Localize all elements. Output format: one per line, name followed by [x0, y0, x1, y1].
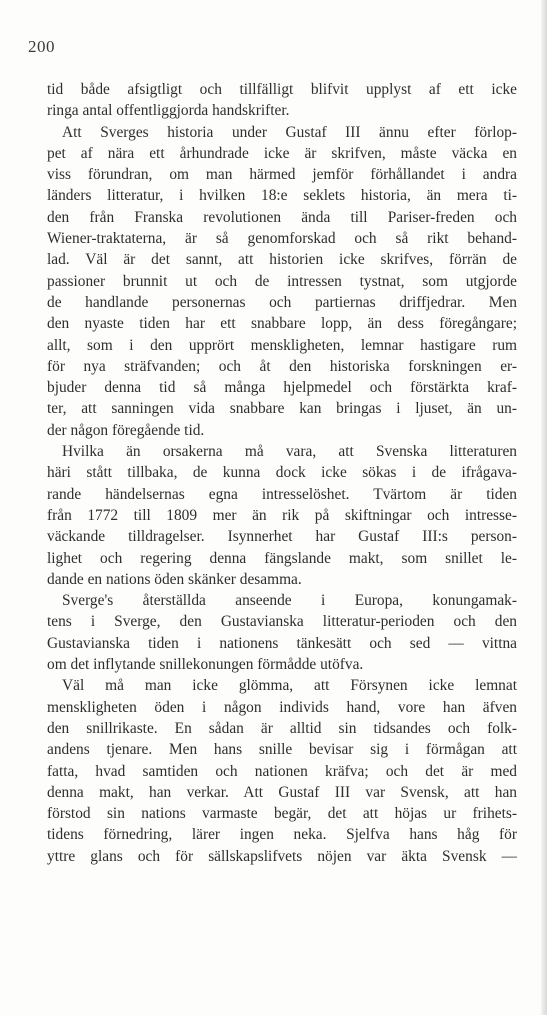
- page-number: 200: [28, 37, 55, 56]
- text-line: tid både afsigtligt och tillfälligt blifvit upplyst af ett icke: [47, 81, 517, 98]
- text-line: fatta, hvad samtiden och nationen kräfva; och det är med: [47, 762, 517, 780]
- text-line: förstod sin nations varmaste begär, det att höjas ur frihets-: [47, 805, 517, 823]
- text-line: yttre glans och för sällskapslifvets nöjen var äkta Svensk —: [47, 847, 517, 865]
- text-line: denna makt, han verkar. Att Gustaf III var Svensk, att han: [47, 783, 517, 801]
- text-line: den snillrikaste. En sådan är alltid sin tidsandes och folk-: [47, 719, 517, 737]
- text-line: Wiener-traktaterna, är så genomforskad och så rikt behand-: [47, 230, 517, 248]
- text-line: bjuder denna tid så många hjelpmedel och förstärkta kraf-: [47, 379, 517, 397]
- text-line: Hvilka än orsakerna må vara, att Svenska litteraturen: [62, 443, 517, 461]
- text-line: dande en nations öden skänker desamma.: [47, 570, 302, 588]
- text-line: från 1772 till 1809 mer än rik på skiftningar och intresse-: [47, 506, 517, 524]
- text-line: allt, som i den upprört menskligheten, lemnar hastigare rum: [47, 336, 517, 354]
- text-line: väckande tilldragelser. Isynnerhet har Gustaf III:s person-: [47, 528, 517, 546]
- text-line: lighet och regering denna fängslande makt, som snillet le-: [47, 549, 517, 567]
- text-line: för nya sträfvanden; och åt den historiska forskningen er-: [47, 357, 517, 375]
- text-line: Gustavianska tiden i nationens tänkesätt och sed — vittna: [47, 634, 517, 652]
- text-line: Sverge's återställda anseende i Europa, konungamak-: [62, 592, 517, 610]
- text-line: andens tjenare. Men hans snille bevisar sig i förmågan att: [47, 741, 517, 759]
- page-edge-shadow: [541, 0, 547, 1015]
- text-line: tidens förnedring, lärer ingen neka. Sjelfva hans håg för: [47, 826, 517, 844]
- text-line: pet af nära ett århundrade icke är skrifven, måste väcka en: [47, 144, 517, 162]
- text-line: de handlande personernas och partiernas driffjedrar. Men: [47, 293, 517, 311]
- text-line: menskligheten öden i någon individs hand, vore han äfven: [47, 698, 517, 716]
- text-line: rande händelsernas egna intresselöshet. Tvärtom är tiden: [47, 485, 517, 503]
- body-text: [47, 79, 517, 867]
- text-line: passioner brunnit ut och de intressen tystnat, som utgjorde: [47, 272, 517, 290]
- text-line: tens i Sverge, den Gustavianska litteratur-perioden och den: [47, 613, 517, 631]
- text-line: häri stått tillbaka, de kunna dock icke sökas i de ifrågava-: [47, 464, 517, 482]
- text-line: der någon föregående tid.: [47, 421, 205, 439]
- text-line: om det inflytande snillekonungen förmådde utöfva.: [47, 656, 364, 674]
- text-line: ringa antal offentliggjorda handskrifter.: [47, 102, 290, 120]
- text-line: länders litteratur, i hvilken 18:e seklets historia, än mera ti-: [47, 187, 517, 205]
- text-line: Att Sverges historia under Gustaf III ännu efter förlop-: [62, 123, 517, 141]
- text-line: den från Franska revolutionen ända till Pariser-freden och: [47, 208, 517, 226]
- text-line: lad. Väl är det sannt, att historien icke skrifves, förrän de: [47, 251, 517, 269]
- text-line: viss förundran, om man härmed jemför förhållandet i andra: [47, 166, 517, 184]
- text-line: ter, att sanningen vida snabbare kan bringas i ljuset, än un-: [47, 400, 517, 418]
- text-line: Väl må man icke glömma, att Försynen icke lemnat: [62, 677, 517, 695]
- text-line: den nyaste tiden har ett snabbare lopp, än dess föregångare;: [47, 315, 517, 333]
